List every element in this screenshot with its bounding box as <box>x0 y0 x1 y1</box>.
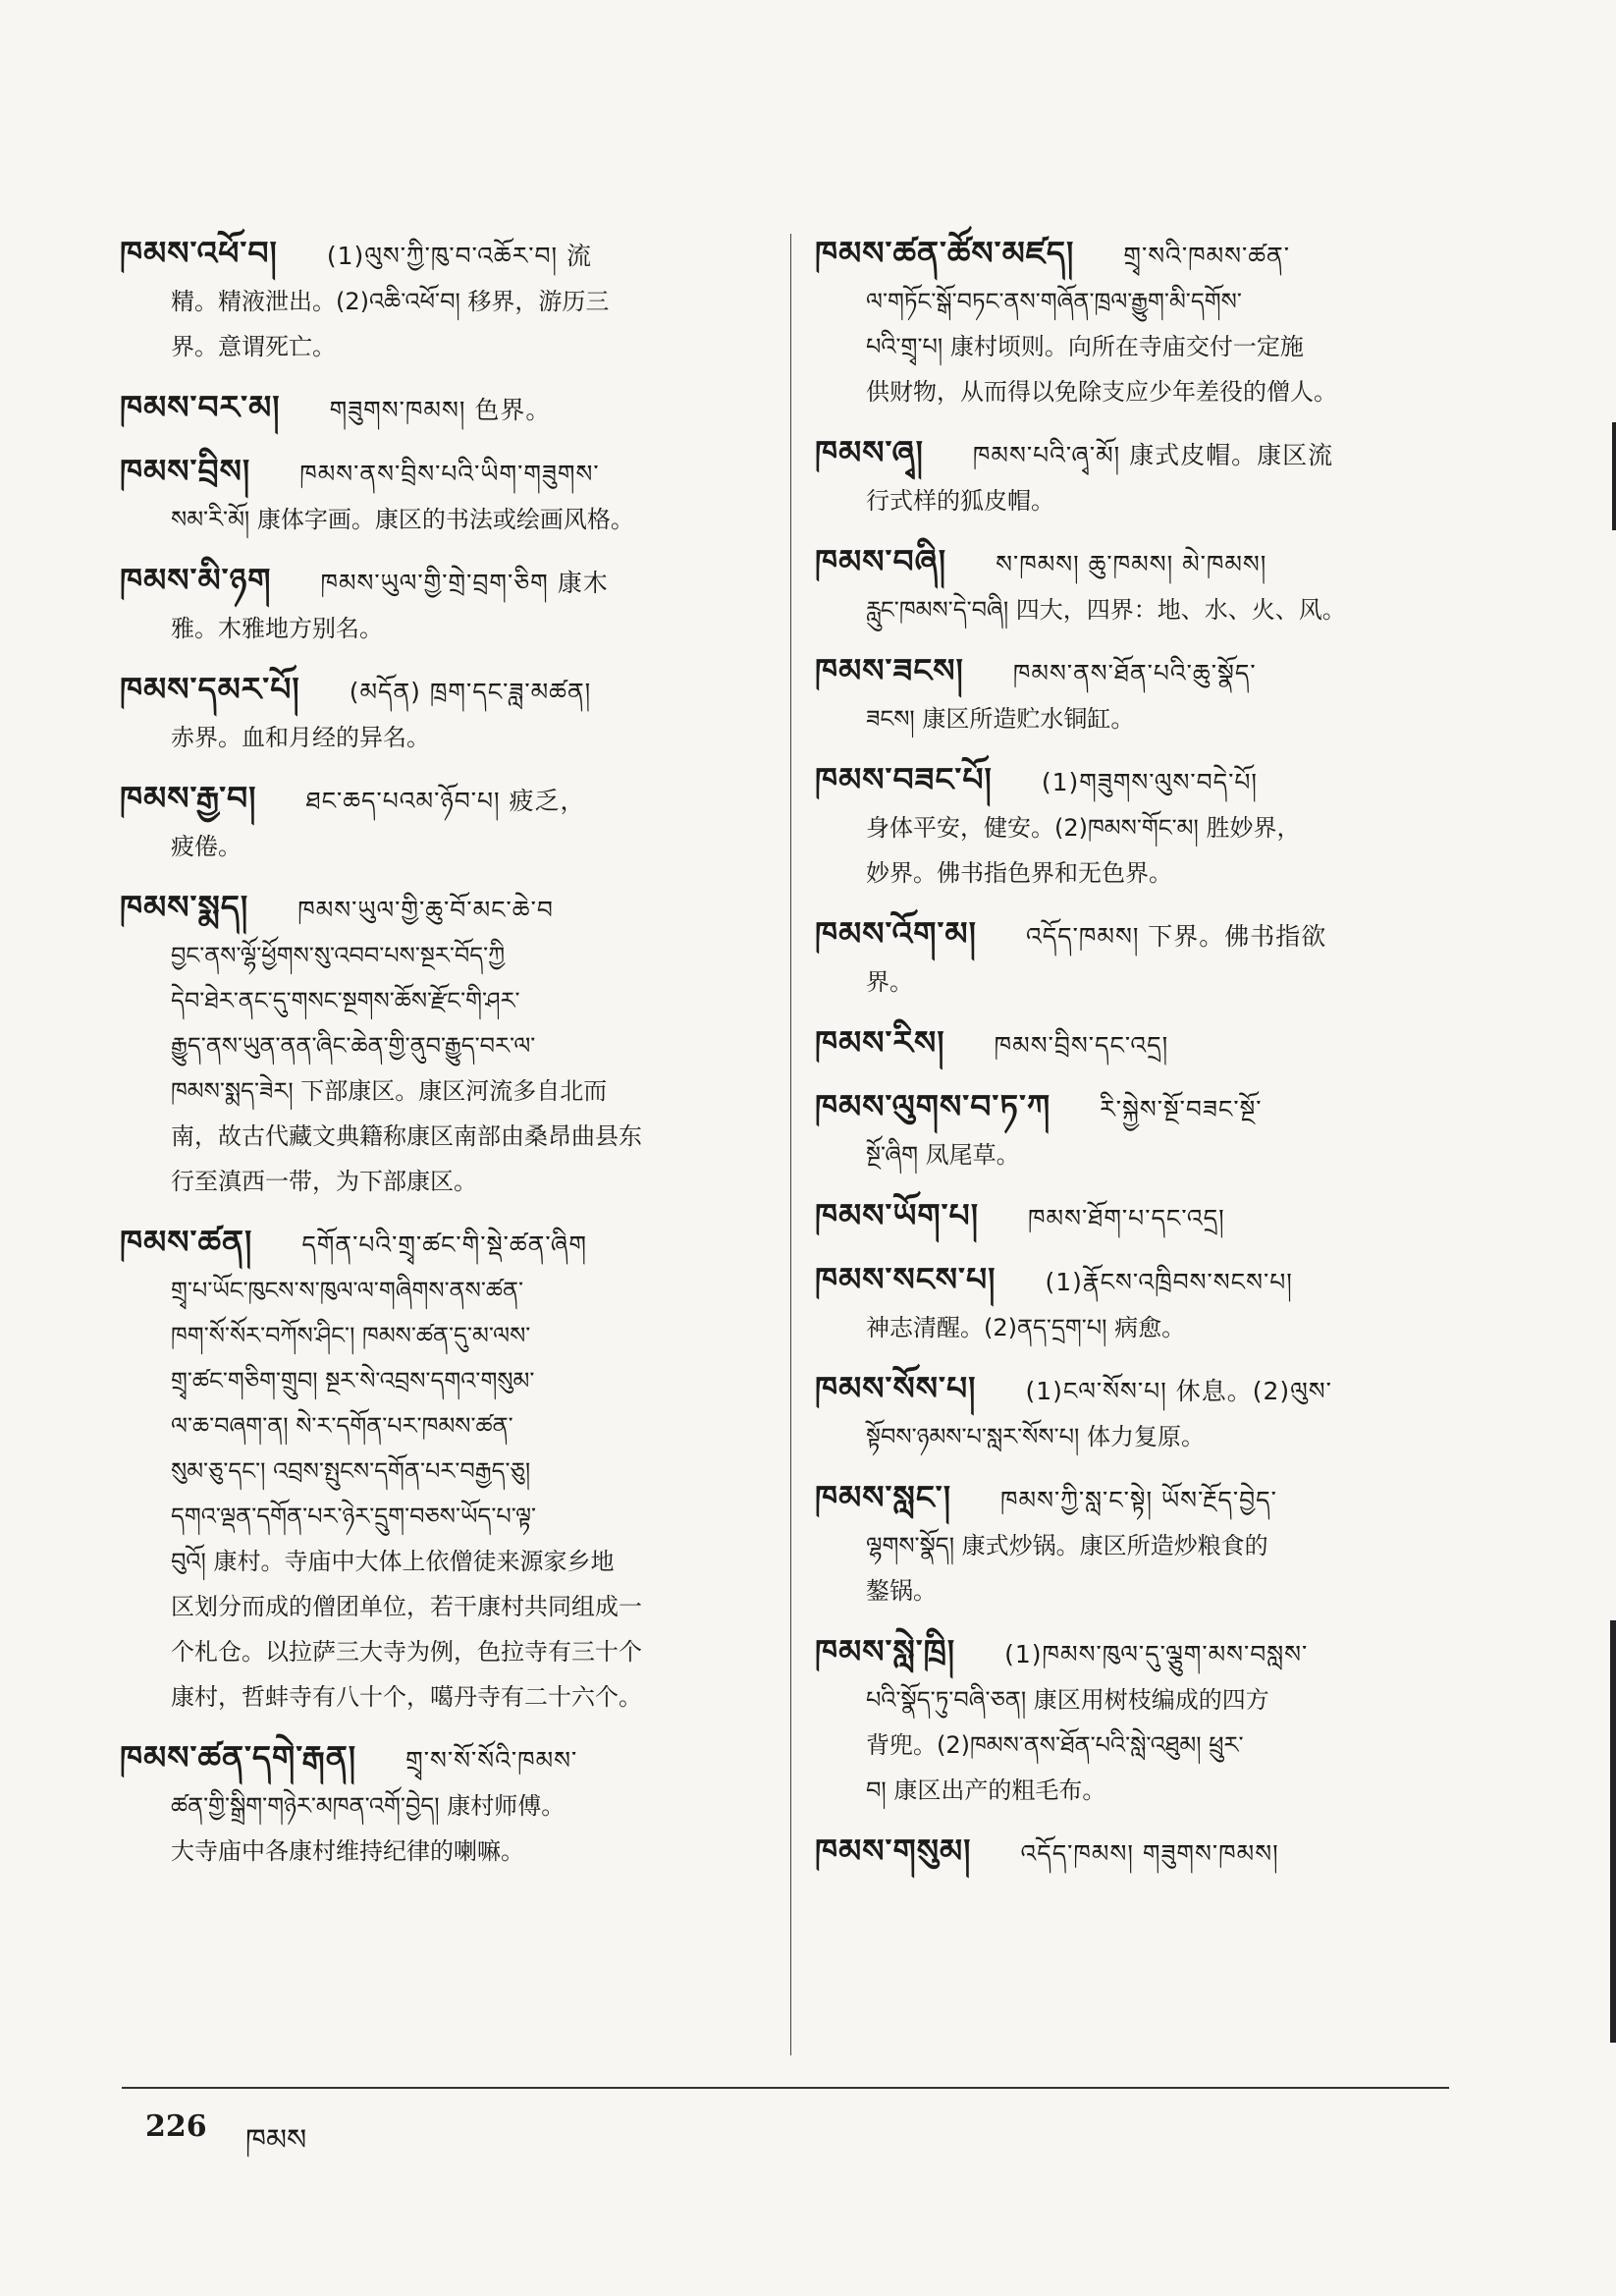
entry-headword: ཁམས་སླེ་ཁྲི། <box>815 1632 956 1670</box>
entry-line: གྲྭ་ས་སོ་སོའི་ཁམས་ <box>405 1746 578 1775</box>
entry-line: ཁག་སོ་སོར་བཀོས་ཤིང་། ཁམས་ཚན་དུ་མ་ལས་ <box>171 1322 531 1349</box>
margin-mark <box>1612 422 1616 530</box>
entry-headword: ཁམས་ལུགས་བ་ཏ་ཀ <box>815 1087 1051 1125</box>
entry-headword: ཁམས་དམར་པོ། <box>120 670 300 708</box>
dictionary-entry <box>120 558 768 651</box>
entry-line: 精。精液泄出。(2)འཆི་འཕོ་བ། 移界，游历三 <box>171 288 610 315</box>
entry-headword: ཁམས་གསུམ། <box>815 1831 972 1870</box>
entry-line: 界。 <box>866 968 913 996</box>
dictionary-entry <box>120 1220 768 1720</box>
entry-line: 个札仓。以拉萨三大寺为例，色拉寺有三十个 <box>171 1638 642 1666</box>
entry-line: སྟོབས་ཉམས་པ་སླར་སོས་པ། 体力复原。 <box>866 1423 1205 1450</box>
entry-line: 大寺庙中各康村维持纪律的喇嘛。 <box>171 1837 524 1865</box>
entry-line: (1)ངལ་སོས་པ། 休息。(2)ལུས་ <box>1025 1377 1332 1405</box>
entry-headword: ཁམས་འཕོ་བ། <box>120 234 278 272</box>
entry-line: 神志清醒。(2)ནད་དྲག་པ། 病愈。 <box>866 1314 1186 1341</box>
footer-rule <box>122 2087 1449 2089</box>
entry-line: ཁམས་སྨད་ཟེར། 下部康区。康区河流多自北而 <box>171 1077 608 1105</box>
entry-line: ཁམས་ཡུལ་གྱི་གྲེ་བྲག་ཅིག 康木 <box>320 569 609 597</box>
dictionary-entry <box>120 385 768 433</box>
running-head: ཁམས <box>245 2123 307 2158</box>
entry-headword: ཁམས་སངས་པ། <box>815 1260 997 1298</box>
dictionary-entry <box>120 667 768 760</box>
entry-line: 雅。木雅地方别名。 <box>171 615 383 642</box>
entry-line: 康村，哲蚌寺有八十个，噶丹寺有二十六个。 <box>171 1683 642 1711</box>
margin-mark <box>1610 1620 1616 2043</box>
entry-line: ཁམས་བྲིས་དང་འདྲ། <box>994 1031 1169 1060</box>
entry-line: འདོད་ཁམས། གཟུགས་ཁམས། <box>1020 1839 1279 1868</box>
left-column <box>120 231 768 1889</box>
dictionary-entry <box>120 1735 768 1874</box>
dictionary-entry <box>815 231 1463 414</box>
entry-line: 鏊锅。 <box>866 1577 937 1605</box>
dictionary-entry <box>120 231 768 369</box>
dictionary-entry <box>815 1829 1463 1877</box>
entry-headword: ཁམས་ཞྭ། <box>815 433 924 471</box>
entry-line: ལ་ཆ་བཞག་ན། སེ་ར་དགོན་པར་ཁམས་ཚན་ <box>171 1412 513 1440</box>
dictionary-entry <box>815 911 1463 1005</box>
entry-line: (1)རྣོངས་འཁྲིབས་སངས་པ། <box>1045 1268 1293 1296</box>
entry-line: དགའ་ལྡན་དགོན་པར་ཉེར་དྲུག་བཅས་ཡོད་པ་ལྟ་ <box>171 1503 537 1530</box>
entry-line: 供财物，从而得以免除支应少年差役的僧人。 <box>866 378 1337 406</box>
entry-line: 疲倦。 <box>171 833 242 860</box>
entry-line: རི་སྐྱེས་སྔོ་བཟང་སྔོ་ <box>1100 1095 1263 1123</box>
entry-line: འདོད་ཁམས། 下界。佛书指欲 <box>1025 922 1327 951</box>
entry-line: སྔོ་ཞིག 凤尾草。 <box>866 1141 1020 1169</box>
dictionary-entry <box>815 539 1463 632</box>
entry-line: ཁམས་ཀྱི་སླ་ང་སྟེ། ཡོས་རྔོད་བྱེད་ <box>1000 1486 1277 1514</box>
dictionary-entry <box>815 1257 1463 1350</box>
entry-headword: ཁམས་མི་ཉག <box>120 561 272 599</box>
entry-line: བྱང་ནས་ལྷོ་ཕྱོགས་སུ་འབབ་པས་སྔར་བོད་ཀྱི <box>171 942 506 969</box>
entry-line: (མདོན) ཁྲག་དང་ཟླ་མཚན། <box>349 678 592 706</box>
entry-headword: ཁམས་བཟང་པོ། <box>815 760 993 798</box>
entry-line: བུའོ། 康村。寺庙中大体上依僧徒来源家乡地 <box>171 1548 615 1575</box>
dictionary-entry <box>815 648 1463 741</box>
entry-line: དེབ་ཐེར་ནང་དུ་གསང་སྔགས་ཆོས་རྫོང་གི་ཤར་ <box>171 987 520 1014</box>
dictionary-entry <box>815 1084 1463 1177</box>
entry-headword: ཁམས་ཟངས། <box>815 651 964 689</box>
entry-headword: ཁམས་སོས་པ། <box>815 1369 977 1407</box>
dictionary-entry <box>815 757 1463 896</box>
entry-headword: ཁམས་ཚན་ཚོས་མཛད། <box>815 234 1075 272</box>
entry-line: གྲྭ་སའི་ཁམས་ཚན་ <box>1123 242 1290 270</box>
entry-line: 行至滇西一带，为下部康区。 <box>171 1168 477 1195</box>
entry-headword: ཁམས་རིས། <box>815 1023 945 1062</box>
entry-line: ལྷགས་སྣོད། 康式炒锅。康区所造炒粮食的 <box>866 1532 1268 1559</box>
entry-line: (1)ཁམས་ཁུལ་དུ་ལྕུག་མས་བསླས་ <box>1004 1640 1309 1668</box>
dictionary-entry <box>815 1020 1463 1068</box>
entry-line: (1)གཟུགས་ལུས་བདེ་པོ། <box>1041 768 1258 796</box>
entry-line: ཁམས་ཐོག་པ་དང་འདྲ། <box>1028 1204 1225 1232</box>
entry-headword: ཁམས་ཡོག་པ། <box>815 1196 980 1234</box>
entry-line: (1)ལུས་ཀྱི་ཁུ་བ་འཆོར་བ། 流 <box>326 242 593 270</box>
entry-headword: ཁམས་བྲིས། <box>120 452 251 490</box>
right-column <box>815 231 1463 1892</box>
entry-line: ཐང་ཆད་པའམ་ཉོབ་པ། 疲乏， <box>305 787 586 815</box>
entry-headword: ཁམས་རྒྱ་བ། <box>120 779 257 817</box>
entry-line: 南，故古代藏文典籍称康区南部由桑昂曲县东 <box>171 1122 642 1150</box>
dictionary-entry <box>815 1629 1463 1813</box>
entry-line: ཟངས། 康区所造贮水铜缸。 <box>866 705 1135 733</box>
entry-line: ལ་གཏོང་སྒོ་བཏང་ནས་གཞོན་ཁྲལ་རྒྱུག་མི་དགོས་ <box>866 288 1242 315</box>
entry-line: 赤界。血和月经的异名。 <box>171 724 430 751</box>
entry-headword: ཁམས་སླང་། <box>815 1478 952 1516</box>
entry-headword: ཁམས་ཚན། <box>120 1223 253 1261</box>
entry-headword: ཁམས་བཞི། <box>815 542 947 580</box>
entry-headword: ཁམས་ཚན་དགེ་རྒན། <box>120 1738 357 1777</box>
entry-line: རྒྱུད་ནས་ཡུན་ནན་ཞིང་ཆེན་གྱི་ནུབ་རྒྱུད་བར་ལ་ <box>171 1032 536 1060</box>
dictionary-entry <box>120 776 768 869</box>
entry-line: གྲྭ་པ་ཡོང་ཁུངས་ས་ཁུལ་ལ་གཞིགས་ནས་ཚན་ <box>171 1277 524 1304</box>
entry-line: 背兜。(2)ཁམས་ནས་ཐོན་པའི་སླེ་འཐུམ། ཕྲུར་ <box>866 1731 1244 1759</box>
entry-line: ཁམས་ནས་ཐོན་པའི་ཆུ་སྣོད་ <box>1012 659 1257 687</box>
entry-line: 行式样的狐皮帽。 <box>866 487 1054 515</box>
column-divider <box>790 234 791 2055</box>
entry-line: སུམ་ཅུ་དང་། འབྲས་སྤུངས་དགོན་པར་བརྒྱད་ཅུ། <box>171 1457 531 1485</box>
entry-line: 妙界。佛书指色界和无色界。 <box>866 859 1172 887</box>
entry-line: པའི་སྣོད་ཏུ་བཞི་ཅན། 康区用树枝编成的四方 <box>866 1686 1269 1714</box>
entry-headword: ཁམས་བར་མ། <box>120 388 281 426</box>
entry-line: སམ་རི་མོ། 康体字画。康区的书法或绘画风格。 <box>171 506 634 533</box>
entry-line: བ། 康区出产的粗毛布。 <box>866 1777 1106 1804</box>
dictionary-entry <box>120 449 768 542</box>
entry-line: 身体平安，健安。(2)ཁམས་གོང་མ། 胜妙界， <box>866 814 1301 842</box>
entry-line: ཁམས་པའི་ཞྭ་མོ། 康式皮帽。康区流 <box>972 441 1334 469</box>
entry-headword: ཁམས་འོག་མ། <box>815 914 977 953</box>
entry-headword: ཁམས་སྨད། <box>120 888 249 926</box>
entry-line: གཟུགས་ཁམས། 色界。 <box>329 396 552 424</box>
page-number: 226 <box>145 2109 207 2144</box>
dictionary-entry <box>120 885 768 1204</box>
entry-line: ས་ཁམས། ཆུ་ཁམས། མེ་ཁམས། <box>996 550 1267 578</box>
entry-line: 区划分而成的僧团单位，若干康村共同组成一 <box>171 1593 642 1620</box>
entry-line: གྲྭ་ཚང་གཅིག་གྲུབ། སྔར་སེ་འབྲས་དགའ་གསུམ་ <box>171 1367 535 1394</box>
entry-line: པའི་གྲྭ་པ། 康村顷则。向所在寺庙交付一定施 <box>866 333 1304 360</box>
dictionary-entry <box>815 1193 1463 1241</box>
entry-line: དགོན་པའི་གྲྭ་ཚང་གི་སྡེ་ཚན་ཞིག <box>301 1230 587 1259</box>
entry-line: ཚན་གྱི་སྒྲིག་གཉེར་མཁན་འགོ་བྱེད། 康村师傅。 <box>171 1792 566 1820</box>
dictionary-entry <box>815 1475 1463 1613</box>
dictionary-entry <box>815 430 1463 523</box>
entry-line: 界。意谓死亡。 <box>171 333 336 360</box>
entry-line: ཁམས་ནས་བྲིས་པའི་ཡིག་གཟུགས་ <box>299 460 600 488</box>
dictionary-entry <box>815 1366 1463 1459</box>
entry-line: ཁམས་ཡུལ་གྱི་ཆུ་བོ་མང་ཆེ་བ <box>297 896 554 924</box>
entry-line: རླུང་ཁམས་དེ་བཞི། 四大，四界：地、水、火、风。 <box>866 596 1346 624</box>
